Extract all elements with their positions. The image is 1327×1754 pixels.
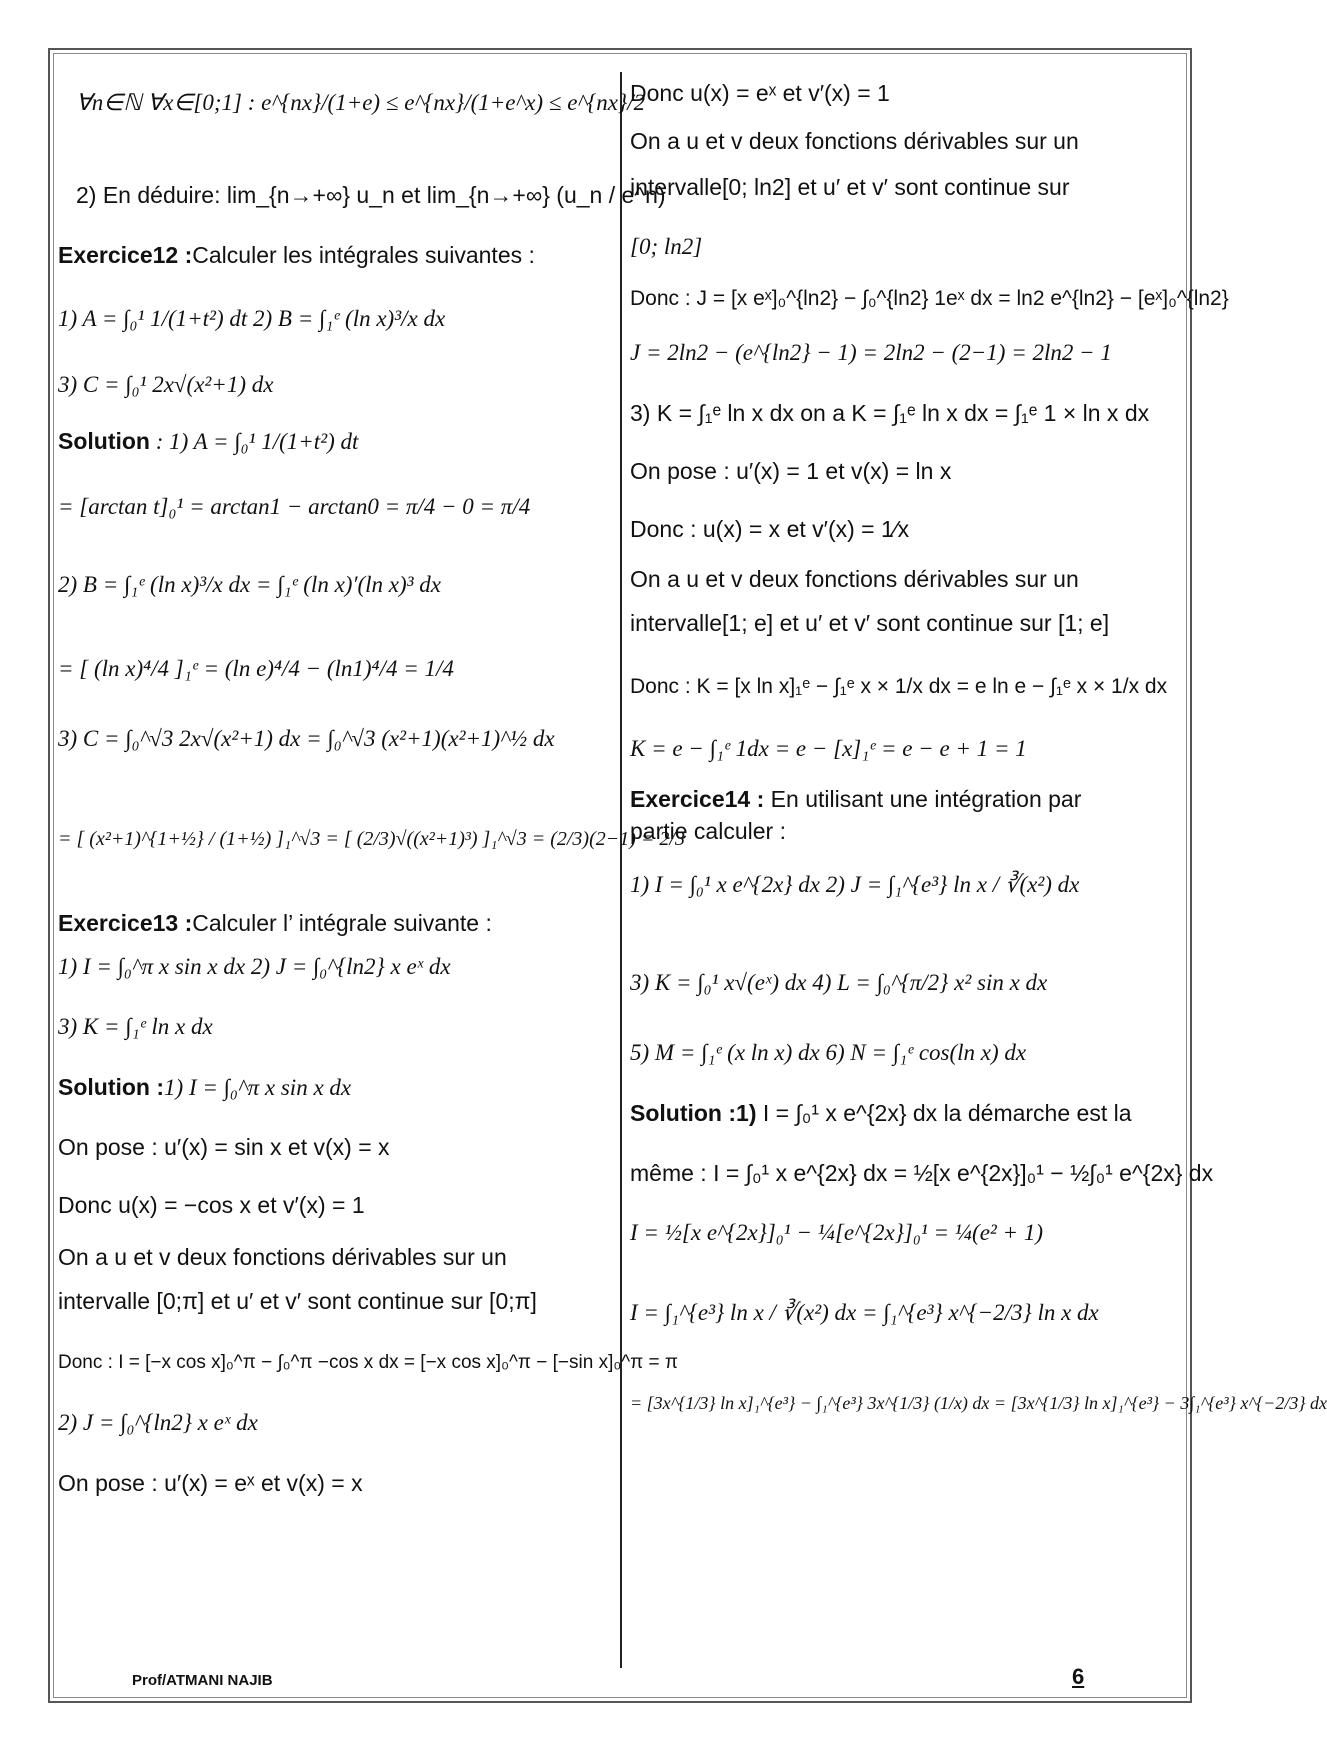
ex14-integrals-ij: 1) I = ∫₀¹ x e^{2x} dx 2) J = ∫₁^{e³} ln x / ∛(x²) dx bbox=[630, 872, 1080, 897]
solution-text: I = ∫₀¹ x e^{2x} dx la démarche est la bbox=[756, 1100, 1132, 1126]
ex14-i-result: I = ½[x e^{2x}]₀¹ − ¼[e^{2x}]₀¹ = ¼(e² + 1) bbox=[630, 1220, 1043, 1245]
ex13-k-pose: On pose : u′(x) = 1 et v(x) = ln x bbox=[630, 458, 952, 484]
page-number: 6 bbox=[1072, 1664, 1085, 1689]
ex12-integral-c: 3) C = ∫₀¹ 2x√(x²+1) dx bbox=[58, 372, 274, 397]
ex13-integrals-ij: 1) I = ∫₀^π x sin x dx 2) J = ∫₀^{ln2} x eˣ dx bbox=[58, 954, 451, 979]
ex12-a-result: = [arctan t]₀¹ = arctan1 − arctan0 = π/4 − 0 = π/4 bbox=[58, 494, 531, 519]
ex13-j-hyp1: On a u et v deux fonctions dérivables sur un bbox=[630, 128, 1079, 154]
exercise12-heading bbox=[58, 240, 535, 270]
ex13-j-donc: Donc u(x) = eˣ et v′(x) = 1 bbox=[630, 80, 890, 106]
ex13-j-interval: [0; ln2] bbox=[630, 234, 703, 259]
inequality-line: ∀n∈ℕ ∀x∈[0;1] : e^{nx}/(1+e) ≤ e^{nx}/(1+e^x) ≤ e^{nx}/2 bbox=[76, 90, 646, 115]
ex13-solution-start bbox=[58, 1072, 351, 1103]
ex13-i-hyp2: intervalle [0;π] et u′ et v′ sont continue sur [0;π] bbox=[58, 1288, 537, 1314]
ex12-c-step1: 3) C = ∫₀^√3 2x√(x²+1) dx = ∫₀^√3 (x²+1)(x²+1)^½ dx bbox=[58, 726, 555, 751]
exercise-label: Exercice13 : bbox=[58, 910, 193, 936]
solution-label: Solution bbox=[58, 428, 150, 454]
ex14-j-step2: = [3x^{1/3} ln x]₁^{e³} − ∫₁^{e³} 3x^{1/3} (1/x) dx = [3x^{1/3} ln x]₁^{e³} − 3∫₁^{e³} x^{−2/3} dx bbox=[630, 1393, 1327, 1413]
ex14-solution-start bbox=[630, 1098, 1132, 1128]
exercise13-heading bbox=[58, 908, 492, 938]
exercise14-heading bbox=[630, 784, 1081, 814]
exercise-label: Exercice12 : bbox=[58, 242, 193, 268]
solution-text: 1) I = ∫₀^π x sin x dx bbox=[164, 1075, 352, 1100]
ex14-integrals-kl: 3) K = ∫₀¹ x√(eˣ) dx 4) L = ∫₀^{π/2} x² sin x dx bbox=[630, 970, 1048, 995]
ex13-i-result: Donc : I = [−x cos x]₀^π − ∫₀^π −cos x dx = [−x cos x]₀^π − [−sin x]₀^π = π bbox=[58, 1352, 679, 1373]
ex14-integrals-mn: 5) M = ∫₁ᵉ (x ln x) dx 6) N = ∫₁ᵉ cos(ln x) dx bbox=[630, 1040, 1027, 1065]
exercise-instruction: Calculer l’ intégrale suivante : bbox=[192, 910, 492, 936]
ex14-instruction-cont: partie calculer : bbox=[630, 818, 786, 844]
ex12-b-step1: 2) B = ∫₁ᵉ (ln x)³/x dx = ∫₁ᵉ (ln x)′(ln x)³ dx bbox=[58, 572, 441, 597]
ex13-j-hyp2: intervalle[0; ln2] et u′ et v′ sont continue sur bbox=[630, 174, 1070, 200]
ex13-j-step1: Donc : J = [x eˣ]₀^{ln2} − ∫₀^{ln2} 1eˣ dx = ln2 e^{ln2} − [eˣ]₀^{ln2} bbox=[630, 287, 1229, 310]
exercise-instruction: Calculer les intégrales suivantes : bbox=[192, 242, 535, 268]
ex13-k-statement: 3) K = ∫₁ᵉ ln x dx on a K = ∫₁ᵉ ln x dx = ∫₁ᵉ 1 × ln x dx bbox=[630, 400, 1150, 426]
ex13-i-hyp1: On a u et v deux fonctions dérivables sur un bbox=[58, 1244, 507, 1270]
ex13-j-result: J = 2ln2 − (e^{ln2} − 1) = 2ln2 − (2−1) = 2ln2 − 1 bbox=[630, 340, 1112, 365]
ex13-integral-k: 3) K = ∫₁ᵉ ln x dx bbox=[58, 1014, 213, 1039]
ex13-i-pose: On pose : u′(x) = sin x et v(x) = x bbox=[58, 1134, 390, 1160]
ex13-k-result: K = e − ∫₁ᵉ 1dx = e − [x]₁ᵉ = e − e + 1 = 1 bbox=[630, 736, 1027, 761]
ex13-j-pose: On pose : u′(x) = eˣ et v(x) = x bbox=[58, 1470, 363, 1496]
deduce-limits-line: 2) En déduire: lim_{n→+∞} u_n et lim_{n→+∞} (u_n / e^n) bbox=[76, 182, 666, 208]
author-footer: Prof/ATMANI NAJIB bbox=[132, 1672, 273, 1689]
exercise-label: Exercice14 : bbox=[630, 786, 765, 812]
ex12-b-result: = [ (ln x)⁴/4 ]₁ᵉ = (ln e)⁴/4 − (ln1)⁴/4 = 1/4 bbox=[58, 656, 454, 681]
ex13-j-statement: 2) J = ∫₀^{ln2} x eˣ dx bbox=[58, 1410, 258, 1435]
solution-text: : 1) A = ∫₀¹ 1/(1+t²) dt bbox=[149, 429, 359, 454]
ex13-i-donc: Donc u(x) = −cos x et v′(x) = 1 bbox=[58, 1192, 365, 1218]
ex12-solution-start bbox=[58, 426, 358, 457]
ex13-k-hyp1: On a u et v deux fonctions dérivables sur un bbox=[630, 566, 1079, 592]
ex14-j-step1: I = ∫₁^{e³} ln x / ∛(x²) dx = ∫₁^{e³} x^{−2/3} ln x dx bbox=[630, 1300, 1099, 1325]
ex13-k-step1: Donc : K = [x ln x]₁ᵉ − ∫₁ᵉ x × 1/x dx = e ln e − ∫₁ᵉ x × 1/x dx bbox=[630, 675, 1168, 698]
ex13-k-hyp2: intervalle[1; e] et u′ et v′ sont continue sur [1; e] bbox=[630, 610, 1110, 636]
ex13-k-donc: Donc : u(x) = x et v′(x) = 1⁄x bbox=[630, 516, 910, 542]
ex12-integrals-ab: 1) A = ∫₀¹ 1/(1+t²) dt 2) B = ∫₁ᵉ (ln x)³/x dx bbox=[58, 306, 446, 331]
ex12-c-result: = [ (x²+1)^{1+½} / (1+½) ]₁^√3 = [ (2/3)√((x²+1)³) ]₁^√3 = (2/3)(2−1) = 2/3 bbox=[58, 828, 685, 850]
ex14-i-step1: même : I = ∫₀¹ x e^{2x} dx = ½[x e^{2x}]₀¹ − ½∫₀¹ e^{2x} dx bbox=[630, 1160, 1214, 1186]
solution-label: Solution :1) bbox=[630, 1100, 757, 1126]
exercise-instruction: En utilisant une intégration par bbox=[764, 786, 1082, 812]
column-divider bbox=[620, 72, 622, 1668]
solution-label: Solution : bbox=[58, 1074, 165, 1100]
